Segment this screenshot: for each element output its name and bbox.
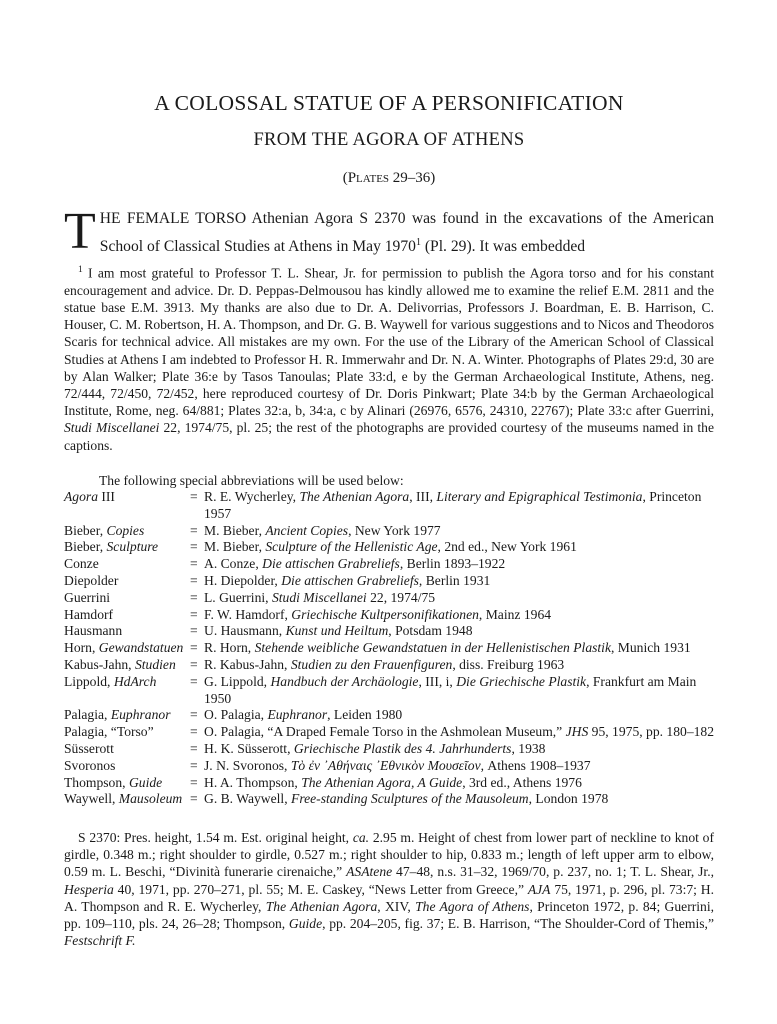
italic-text: Hesperia [64,881,114,897]
italic-text: ASAtene [346,864,393,880]
equals-sign: = [190,724,198,740]
text-run: Hamdorf [64,606,114,622]
text-run: Palagia, “Torso” [64,724,154,740]
abbreviations-list [64,489,714,808]
abbreviation-key [64,758,190,775]
abbreviation-reference [204,741,714,758]
text-run: , Frankfurt am Main 1950 [204,673,697,706]
italic-text: Festschrift F. [64,933,136,949]
equals-sign: = [190,556,198,572]
text-run: 47–48, n.s. 31–32, 1969/70, p. 237, no. 1; T. L. Shear, Jr., [392,864,714,880]
opening-text-end: (Pl. 29). It was embedded [420,238,586,256]
abbreviation-key [64,489,190,523]
abbreviation-key [64,775,190,792]
text-run: , 2nd ed., New York 1961 [437,539,577,555]
italic-text: Studien zu den Frauenfiguren [290,656,453,672]
equals-sign: = [190,640,198,656]
text-run: , New York 1977 [348,522,441,538]
abbreviation-row [64,674,714,708]
text-run: S 2370: Pres. height, 1.54 m. Est. original height, [78,830,353,845]
article-title-line-1: A COLOSSAL STATUE OF A PERSONIFICATION [154,91,624,115]
text-run: H. Diepolder, [204,572,282,588]
text-run: J. N. Svoronos, [204,757,291,773]
text-run: , Berlin 1893–1922 [399,556,506,572]
opening-paragraph [64,203,714,260]
abbreviation-row [64,758,714,775]
abbreviation-row [64,775,714,792]
text-run: Guerrini [64,589,111,605]
italic-text: Studien [134,656,176,672]
italic-text: HdArch [113,673,157,689]
text-run: R. Kabus-Jahn, [204,656,291,672]
text-run: O. Palagia, [204,707,268,723]
text-run: , III, i, [418,673,457,689]
text-run: , Potsdam 1948 [388,623,473,639]
abbreviation-key [64,590,190,607]
abbreviation-reference [204,674,714,708]
italic-text: Die attischen Grabreliefs [281,572,419,588]
text-run: Thompson, [64,774,129,790]
text-run: R. E. Wycherley, [204,489,300,504]
abbreviation-row [64,741,714,758]
footnote-reference: 1 [415,237,421,248]
text-run: , Berlin 1931 [418,572,491,588]
text-run: Bieber, [64,522,107,538]
abbreviation-key [64,523,190,540]
text-run: 40, 1971, pp. 270–271, pl. 55; M. E. Caskey, “News Letter from Greece,” [113,881,528,897]
footnote-1 [64,262,714,454]
italic-text: The Agora of Athens [415,898,530,914]
text-run: III [97,489,115,504]
abbreviation-key [64,724,190,741]
equals-sign: = [190,522,198,538]
abbreviation-row [64,791,714,808]
abbreviation-reference [204,657,714,674]
text-run: F. W. Hamdorf, [204,606,292,622]
italic-text: Agora [64,489,98,504]
abbreviation-row [64,724,714,741]
article-title-line-2: FROM THE AGORA OF ATHENS [253,130,525,150]
abbreviation-reference [204,590,714,607]
text-run: Conze [64,556,99,572]
abbreviation-reference [204,775,714,792]
abbreviation-row [64,523,714,540]
equals-sign: = [190,572,198,588]
italic-text: Handbuch der Archäologie [270,673,419,689]
footnote-text-end: 22, 1974/75, pl. 25; the rest of the photographs are provided courtesy of the museums named in the captions. [64,420,714,453]
abbreviation-key [64,573,190,590]
italic-text: Guide [288,916,323,932]
abbreviation-key [64,640,190,657]
text-run: O. Palagia, “A Draped Female Torso in the Ashmolean Museum,” [204,724,566,740]
abbreviation-reference [204,523,714,540]
text-run: G. B. Waywell, [204,791,292,807]
italic-text: Sculpture of the Hellenistic Age [265,539,438,555]
text-run: A. Conze, [204,556,263,572]
italic-text: AJA [527,881,551,897]
italic-text: The Athenian Agora, A Guide [301,774,463,790]
abbreviation-reference [204,607,714,624]
footnote-marker: 1 [78,265,83,275]
abbreviation-row [64,539,714,556]
italic-text: Euphranor [267,707,328,723]
footnote-italic-title: Studi Miscellanei [64,420,160,436]
abbreviation-key [64,539,190,556]
italic-text: Guide [128,774,163,790]
abbreviation-row [64,590,714,607]
text-run: , Athens 1908–1937 [480,757,591,773]
abbreviation-row [64,657,714,674]
abbreviation-key [64,607,190,624]
abbreviation-key [64,741,190,758]
text-run: , Princeton 1957 [204,489,702,521]
italic-text: ca. [352,830,370,845]
italic-text: Euphranor [110,707,171,723]
drop-cap: T [64,203,96,260]
italic-text: Literary and Epigraphical Testimonia [436,489,643,504]
italic-text: The Athenian Agora [265,898,378,914]
text-run: , London 1978 [528,791,609,807]
abbreviation-key [64,623,190,640]
text-run: 2.95 m. Height of chest from lower part of neckline to knot of girdle, 0.348 m.; right shoulder to girdle, 0.527 m.; right shoulder to hip, 0.833 m.; length of left upper arm to elbow, 0.59 m. L. Beschi, “Divinità funerarie cirenaiche,” [64,830,715,880]
abbreviation-row [64,623,714,640]
italic-text: Mausoleum [118,791,183,807]
abbreviation-row [64,489,714,523]
italic-text: Die attischen Grabreliefs [262,556,400,572]
equals-sign: = [190,757,198,773]
text-run: Süsserott [64,740,114,756]
text-run: Hausmann [64,623,123,639]
text-run: R. Horn, [204,640,255,656]
italic-text: Studi Miscellanei [271,589,367,605]
abbreviation-reference [204,724,714,741]
text-run: L. Guerrini, [204,589,272,605]
equals-sign: = [190,539,198,555]
opening-lead-words: HE FEMALE TORSO [99,210,247,227]
catalogue-entry-text [64,829,714,949]
text-run: , Princeton 1972, p. 84; Guerrini, pp. 109–110, pls. 24, 26–28; Thompson, [64,898,714,932]
equals-sign: = [190,606,198,622]
italic-text: Ancient Copies [265,522,349,538]
equals-sign: = [190,707,198,723]
italic-text: Griechische Kultpersonifikationen [291,606,479,622]
italic-text: JHS [565,724,589,740]
equals-sign: = [190,623,198,639]
abbreviation-reference [204,640,714,657]
abbreviation-key [64,707,190,724]
text-run: Bieber, [64,539,107,555]
abbreviation-reference [204,556,714,573]
abbreviation-key [64,791,190,808]
italic-text: Copies [106,522,145,538]
text-run: Waywell, [64,791,119,807]
abbreviation-reference [204,539,714,556]
equals-sign: = [190,589,198,605]
text-run: , 1938 [511,740,546,756]
text-run: 22, 1974/75 [366,589,436,605]
abbreviation-reference [204,707,714,724]
italic-text: Griechische Plastik des 4. Jahrhunderts [293,740,512,756]
text-run: 75, 1971, p. 296, pl. 73:7; H. A. Thompson and R. E. Wycherley, [64,881,714,914]
text-run: Palagia, [64,707,111,723]
text-run: , Mainz 1964 [478,606,552,622]
text-run: , Munich 1931 [611,640,691,656]
abbreviation-row [64,640,714,657]
text-run: , III, [409,489,437,504]
abbreviation-reference [204,573,714,590]
abbreviation-reference [204,758,714,775]
catalogue-entry-s2370 [64,829,714,949]
equals-sign: = [190,489,198,504]
text-run: Lippold, [64,673,114,689]
abbreviation-key [64,657,190,674]
abbreviation-reference [204,489,714,523]
italic-text: Free-standing Sculptures of the Mausoleum [291,791,529,807]
abbreviation-key [64,674,190,708]
text-run: G. Lippold, [204,673,271,689]
abbreviation-row [64,607,714,624]
text-run: M. Bieber, [204,522,266,538]
abbreviations-table [64,489,714,808]
text-run: U. Hausmann, [204,623,286,639]
italic-text: Die Griechische Plastik [456,673,587,689]
text-run: Diepolder [64,572,119,588]
footnote-text: I am most grateful to Professor T. L. Shear, Jr. for permission to publish the Agora torso and for his constant encouragement and advice. Dr. D. Peppas-Delmousou has kindly allowed me to examine the relief E.M. 2811 and the statue base E.M. 3913. My thanks are also due to Dr. A. Delivorrias, Professors J. Boardman, E. B. Harrison, C. Houser, C. M. Robertson, H. A. Thompson, and Dr. G. B. Waywell for various suggestions and to Nicos and Theodoros Scaris for technical advice. All mistakes are my own. For the use of the Library of the American School of Classical Studies at Athens I am indebted to Professor H. R. Immerwahr and Dr. N. A. Winter. Photographs of Plates 29:d, 30 are by Alan Walker; Plate 36:e by Tasos Tanoulas; Plate 33:d, e by the German Archaeological Institute, Athens, neg. 72/444, 72/450, 72/452, here reproduced courtesy of Dr. Doris Pinkwart; Plate 34:b by the German Archaeological Institute, Rome, neg. 64/881; Plates 32:a, b, 34:a, c by Alinari (26976, 6576, 24310, 22767); Plate 33:c after Guerrini, [64,265,714,419]
equals-sign: = [190,774,198,790]
abbreviation-reference [204,791,714,808]
italic-text: The Athenian Agora [299,489,410,504]
text-run: , diss. Freiburg 1963 [452,656,565,672]
text-run: , pp. 204–205, fig. 37; E. B. Harrison, “The Shoulder-Cord of Themis,” [322,916,714,932]
text-run: M. Bieber, [204,539,266,555]
text-run: , 3rd ed., Athens 1976 [462,774,582,790]
abbreviation-row [64,707,714,724]
italic-text: Kunst und Heiltum [285,623,389,639]
abbreviation-row [64,573,714,590]
text-run: Svoronos [64,757,116,773]
text-run: H. K. Süsserott, [204,740,294,756]
abbreviation-key [64,556,190,573]
abbreviation-row [64,556,714,573]
text-run: H. A. Thompson, [204,774,302,790]
text-run: Kabus-Jahn, [64,656,135,672]
text-run: , XIV, [377,898,416,914]
equals-sign: = [190,656,198,672]
opening-text: Athenian Agora S 2370 was found in the excavations of the American School of Classical Studies at Athens in May 1970 [99,210,714,256]
text-run: Horn, [64,640,99,656]
equals-sign: = [190,791,198,807]
text-run: , Leiden 1980 [327,707,403,723]
abbreviations-intro: The following special abbreviations will be used below: [99,473,404,488]
italic-text: Sculpture [106,539,159,555]
plates-reference: (Plates 29–36) [342,170,436,186]
text-run: 95, 1975, pp. 180–182 [588,724,715,740]
italic-text: Gewandstatuen [98,640,184,656]
equals-sign: = [190,673,198,689]
italic-text: Τὸ ἐν ᾿Αθήναις ᾿Εθνικὸν Μουσεῖον [290,757,481,773]
abbreviation-reference [204,623,714,640]
italic-text: Stehende weibliche Gewandstatuen in der Hellenistischen Plastik [254,640,611,656]
equals-sign: = [190,740,198,756]
